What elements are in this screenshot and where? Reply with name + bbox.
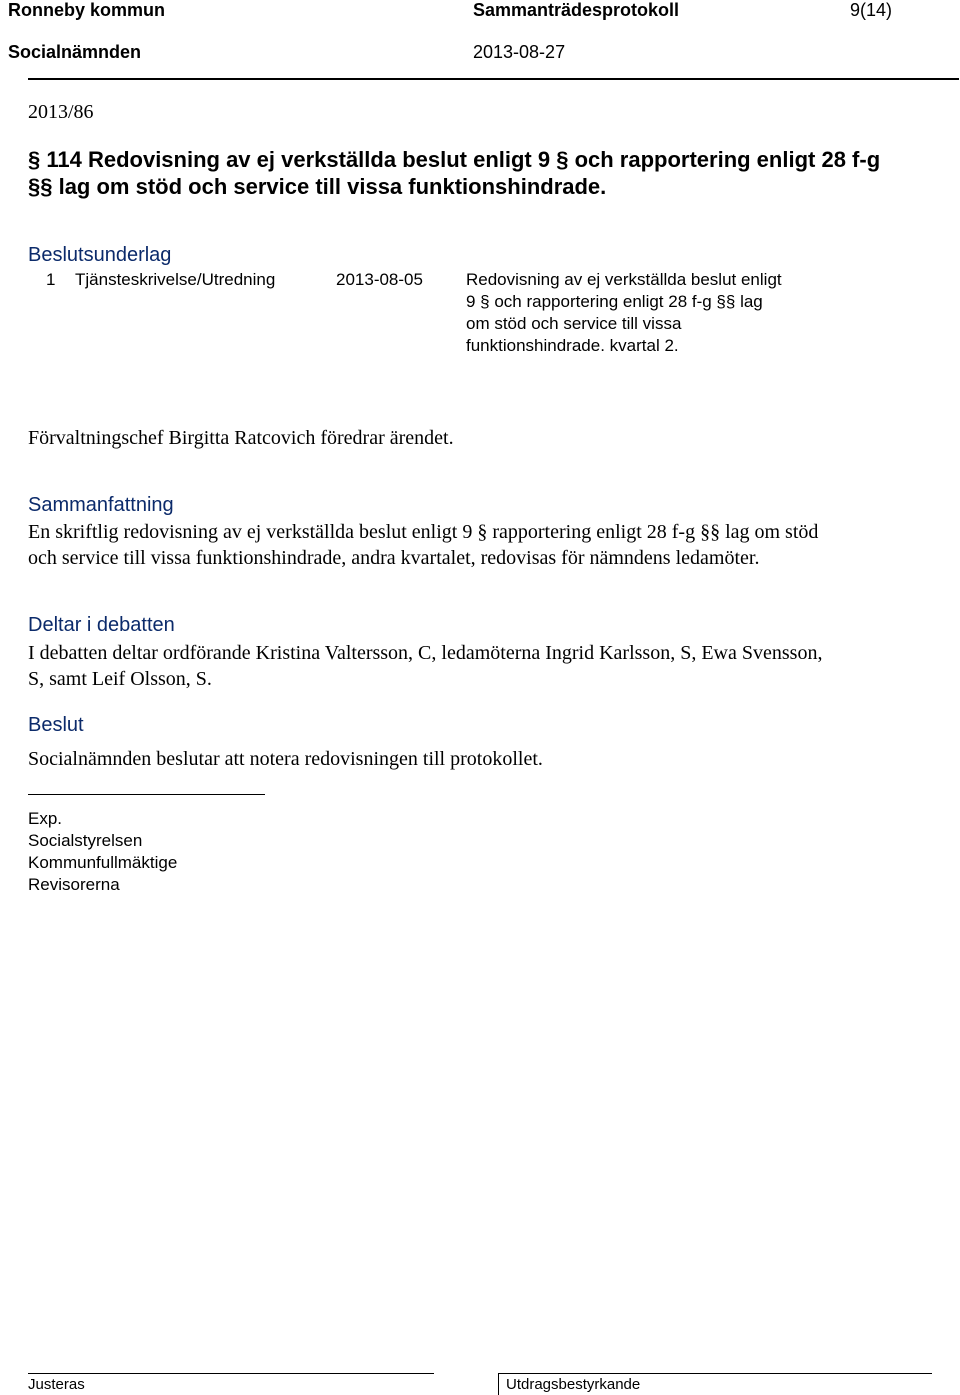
decision-text: Socialnämnden beslutar att notera redovisningen till protokollet. xyxy=(28,748,543,770)
header-divider xyxy=(28,78,959,80)
attachment-description-line: 9 § och rapportering enligt 28 f-g §§ lag xyxy=(466,292,763,311)
footer-justeras-label: Justeras xyxy=(28,1376,85,1393)
meeting-date: 2013-08-27 xyxy=(473,42,566,62)
attachment-description-line: Redovisning av ej verkställda beslut enligt xyxy=(466,270,782,289)
footer-utdragsbestyrkande-label: Utdragsbestyrkande xyxy=(506,1376,641,1393)
attachment-document: Tjänsteskrivelse/Utredning xyxy=(75,270,276,289)
section-heading-debatt: Deltar i debatten xyxy=(28,614,175,636)
case-title-line-1: § 114 Redovisning av ej verkställda beslut enligt 9 § och rapportering enligt 28 f-g xyxy=(28,147,881,172)
expedition-recipient: Kommunfullmäktige xyxy=(28,853,178,872)
section-heading-sammanfattning: Sammanfattning xyxy=(28,494,174,516)
case-title-line-2: §§ lag om stöd och service till vissa funktionshindrade. xyxy=(28,174,607,199)
footer-rule-right xyxy=(498,1373,932,1374)
footer-box-divider xyxy=(498,1373,499,1395)
summary-line-2: och service till vissa funktionshindrade, andra kvartalet, redovisas för nämndens ledamöter. xyxy=(28,547,760,569)
debate-line-2: S, samt Leif Olsson, S. xyxy=(28,668,212,690)
expedition-recipient: Socialstyrelsen xyxy=(28,831,143,850)
section-heading-beslutsunderlag: Beslutsunderlag xyxy=(28,244,172,266)
presenter-statement: Förvaltningschef Birgitta Ratcovich föredrar ärendet. xyxy=(28,427,454,449)
expedition-label: Exp. xyxy=(28,809,63,828)
expedition-recipient: Revisorerna xyxy=(28,875,120,894)
attachment-number: 1 xyxy=(46,270,56,289)
footer-rule-left xyxy=(28,1373,434,1374)
attachment-description-line: om stöd och service till vissa xyxy=(466,314,682,333)
case-number: 2013/86 xyxy=(28,101,94,123)
committee-name: Socialnämnden xyxy=(8,42,142,62)
section-heading-beslut: Beslut xyxy=(28,714,84,736)
signature-line xyxy=(28,794,265,795)
attachment-date: 2013-08-05 xyxy=(336,270,423,289)
summary-line-1: En skriftlig redovisning av ej verkställda beslut enligt 9 § rapportering enligt 28 f-g §§ lag om stöd xyxy=(28,521,819,543)
document-type: Sammanträdesprotokoll xyxy=(473,0,680,20)
debate-line-1: I debatten deltar ordförande Kristina Valtersson, C, ledamöterna Ingrid Karlsson, S, Ewa Svensson, xyxy=(28,642,823,664)
attachment-description-line: funktionshindrade. kvartal 2. xyxy=(466,336,679,355)
page-number: 9(14) xyxy=(850,0,893,20)
municipality-name: Ronneby kommun xyxy=(8,0,166,20)
